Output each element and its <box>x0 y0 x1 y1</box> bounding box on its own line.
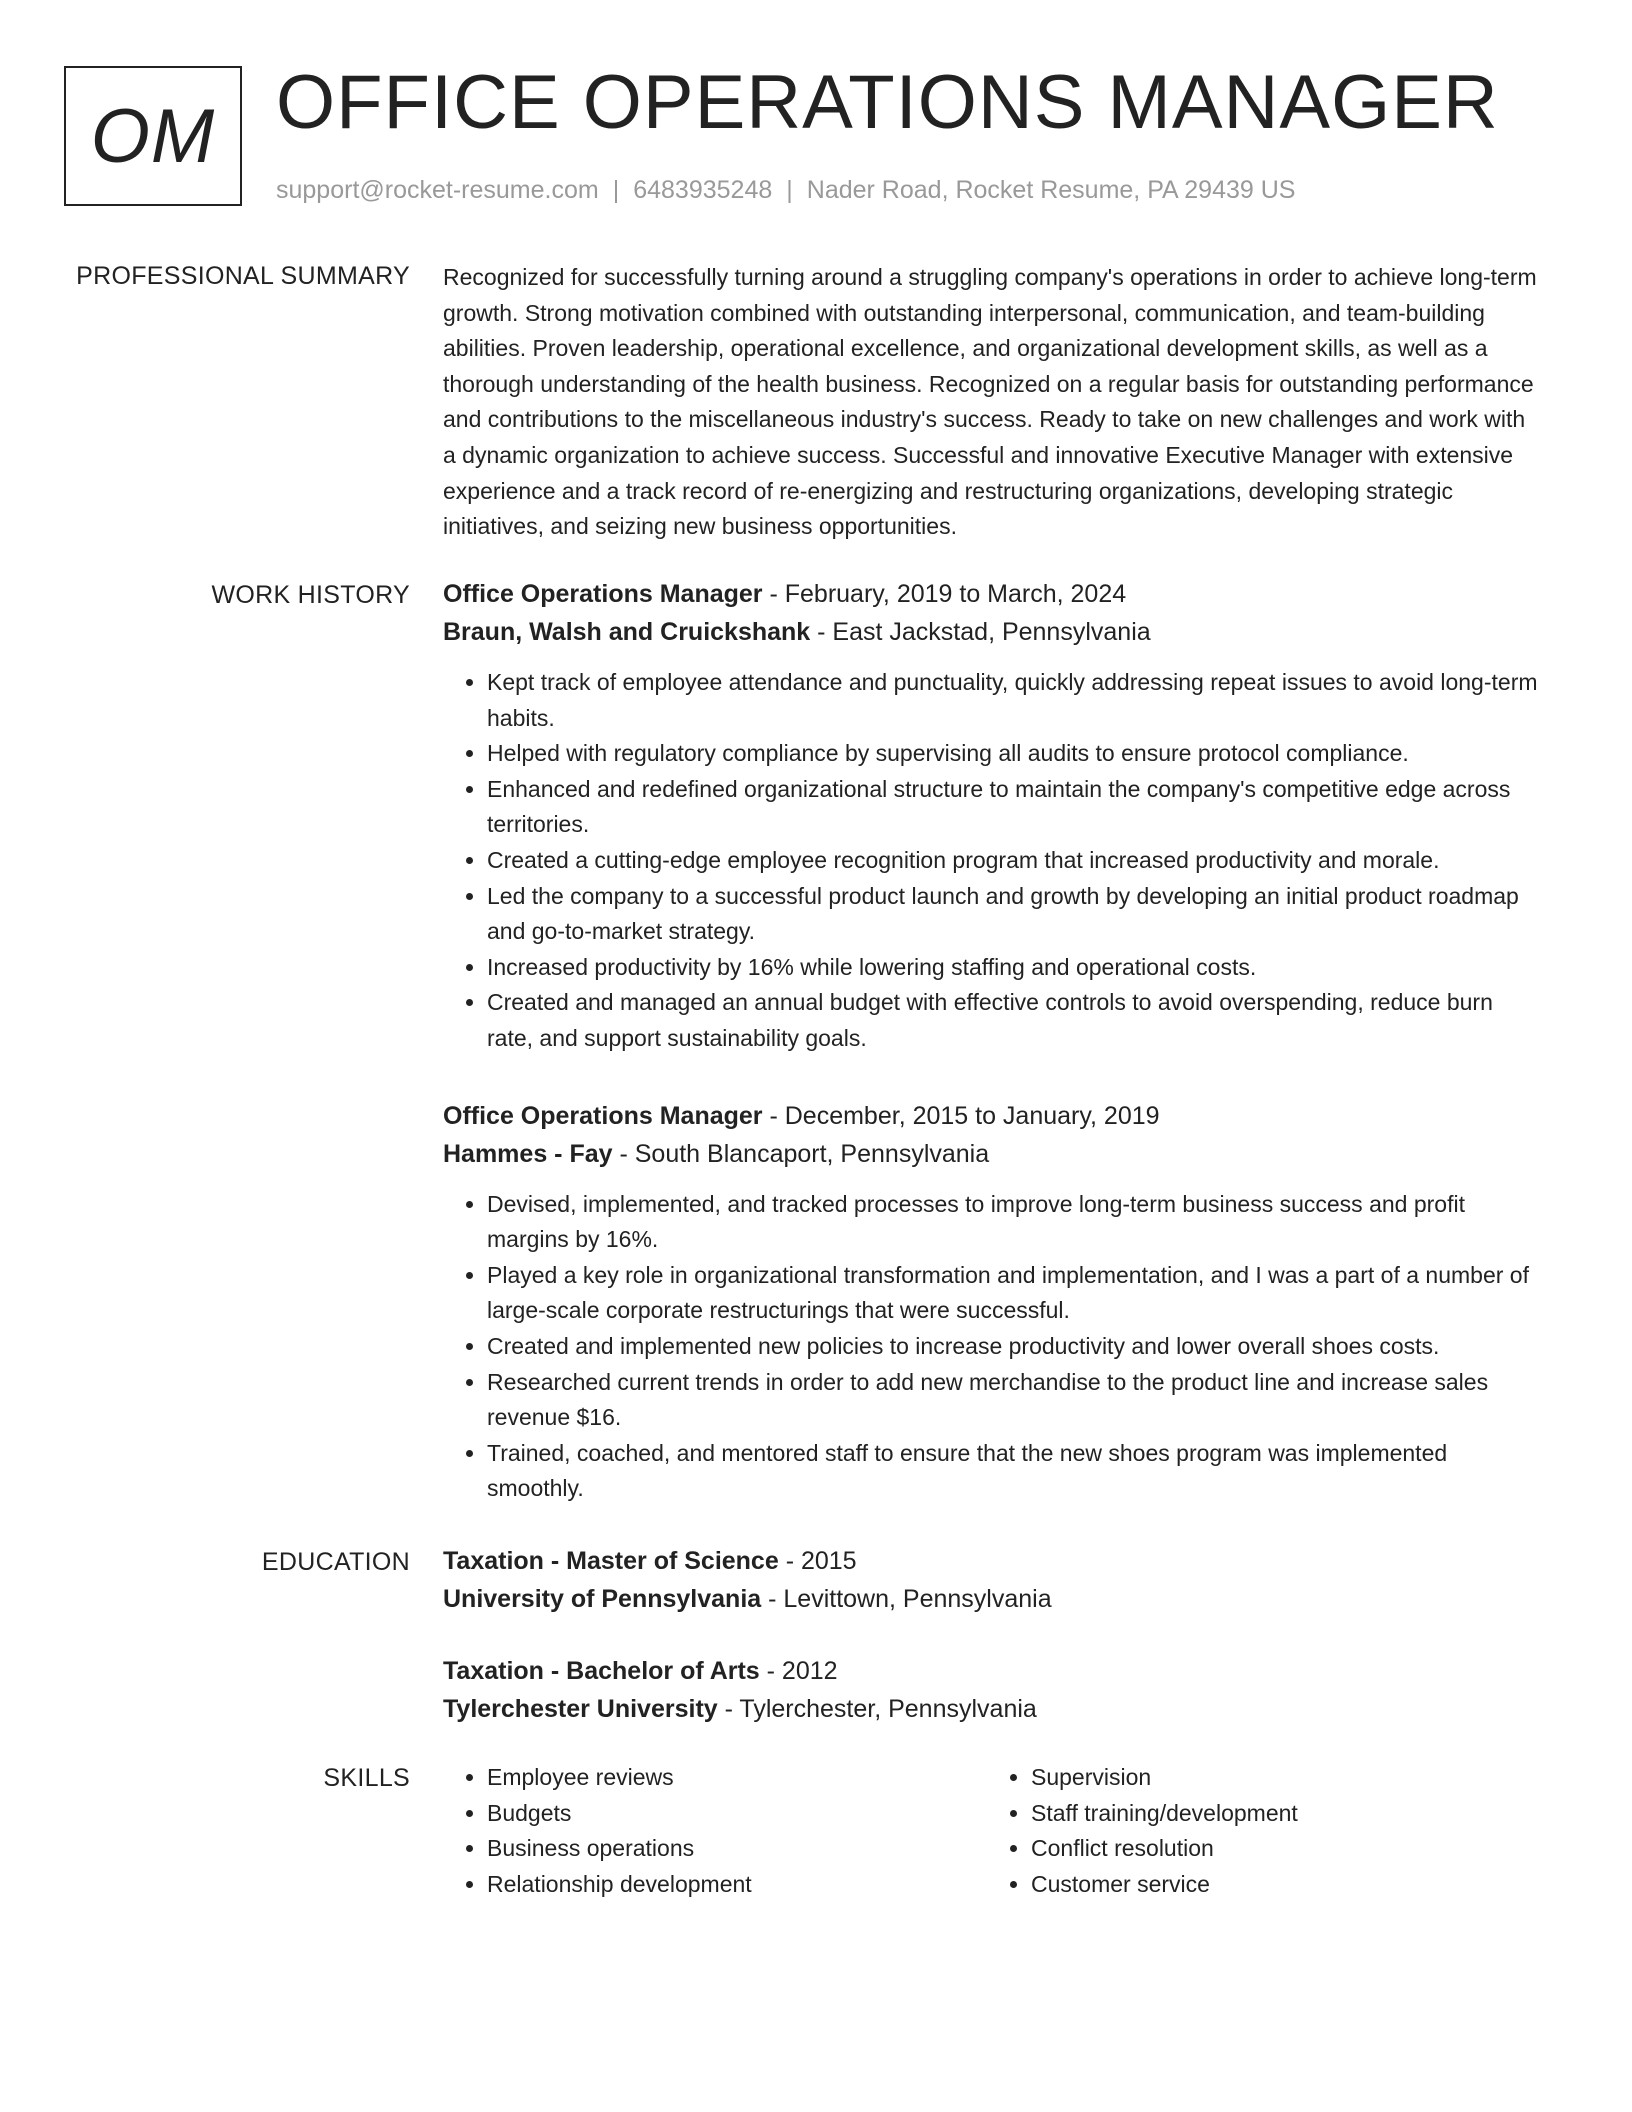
contact-separator: | <box>612 176 620 204</box>
job-bullet-list <box>443 665 1543 1057</box>
job-company: Hammes - Fay <box>443 1139 613 1168</box>
job-bullet: • Led the company to a successful product launch and growth by developing an initial product roadmap and go-to-market strategy. <box>487 879 1543 950</box>
job-bullet: • Devised, implemented, and tracked processes to improve long-term business success and profit margins by 16%. <box>487 1187 1543 1258</box>
job-bullet: • Trained, coached, and mentored staff to ensure that the new shoes program was implemented smoothly. <box>487 1436 1543 1507</box>
summary-text: Recognized for successfully turning around a struggling company's operations in order to achieve long-term growth. Strong motivation combined with outstanding interpersonal, communication, and team-building abilities. Proven leadership, operational excellence, and organizational development skills, as well as a thorough understanding of the health business. Recognized on a regular basis for outstanding performance and contributions to the miscellaneous industry's success. Ready to take on new challenges and work with a dynamic organization to achieve success. Successful and innovative Executive Manager with extensive experience and a track record of re-energizing and restructuring organizations, developing strategic initiatives, and seizing new business opportunities. <box>443 264 1537 540</box>
degree: Taxation - Bachelor of Arts <box>443 1657 760 1685</box>
school: University of Pennsylvania <box>443 1585 762 1613</box>
contact-phone: 6483935248 <box>633 176 773 204</box>
skills-heading: SKILLS <box>323 1764 410 1792</box>
monogram-box <box>64 66 242 206</box>
skills-columns <box>443 1760 1543 1902</box>
contact-email: support@rocket-resume.com <box>276 176 599 204</box>
job-bullet: • Increased productivity by 16% while lowering staffing and operational costs. <box>487 950 1543 986</box>
school-line <box>443 1580 1543 1618</box>
job-entry <box>443 575 1543 1057</box>
contact-line <box>276 172 1295 208</box>
job-bullet: • Played a key role in organizational transformation and implementation, and I was a part of a number of large-scale corporate restructurings that were successful. <box>487 1258 1543 1329</box>
skill-item: • Relationship development <box>487 1867 987 1903</box>
contact-address: Nader Road, Rocket Resume, PA 29439 US <box>806 176 1296 204</box>
job-title: Office Operations Manager <box>443 580 763 608</box>
job-bullet: • Kept track of employee attendance and punctuality, quickly addressing repeat issues to avoid long-term habits. <box>487 665 1543 736</box>
skills-list-left <box>443 1760 987 1902</box>
job-title-line <box>443 575 1543 613</box>
job-bullet: • Researched current trends in order to add new merchandise to the product line and increase sales revenue $16. <box>487 1365 1543 1436</box>
degree-line <box>443 1542 1543 1580</box>
school-location: - Levittown, Pennsylvania <box>761 1585 1052 1613</box>
skill-item: • Staff training/development <box>1031 1796 1531 1832</box>
contact-separator: | <box>786 176 793 204</box>
work-history-body <box>443 575 1543 1547</box>
job-bullet-list <box>443 1187 1543 1507</box>
job-location: - South Blancaport, Pennsylvania <box>612 1139 990 1168</box>
education-heading: EDUCATION <box>261 1548 410 1576</box>
skills-body <box>443 1760 1543 1902</box>
education-body <box>443 1542 1543 1762</box>
education-entry <box>443 1652 1543 1728</box>
skill-item: • Conflict resolution <box>1031 1831 1531 1867</box>
skills-list-right <box>987 1760 1531 1902</box>
job-bullet: • Helped with regulatory compliance by supervising all audits to ensure protocol compliance. <box>487 736 1543 772</box>
candidate-title: OFFICE OPERATIONS MANAGER <box>276 60 1499 145</box>
job-company-line <box>443 613 1543 651</box>
skill-item: • Employee reviews <box>487 1760 987 1796</box>
school-line <box>443 1690 1543 1728</box>
skill-item: • Budgets <box>487 1796 987 1832</box>
job-dates: - February, 2019 to March, 2024 <box>762 580 1127 608</box>
job-bullet: • Created and implemented new policies to increase productivity and lower overall shoes costs. <box>487 1329 1543 1365</box>
job-bullet: • Created a cutting-edge employee recognition program that increased productivity and morale. <box>487 843 1543 879</box>
skill-item: • Supervision <box>1031 1760 1531 1796</box>
summary-body <box>443 260 1543 545</box>
job-bullet: • Enhanced and redefined organizational structure to maintain the company's competitive edge across territories. <box>487 772 1543 843</box>
skill-item: • Customer service <box>1031 1867 1531 1903</box>
job-title: Office Operations Manager <box>443 1101 763 1130</box>
job-bullet: • Created and managed an annual budget with effective controls to avoid overspending, reduce burn rate, and support sustainability goals. <box>487 985 1543 1056</box>
job-title-line <box>443 1097 1543 1135</box>
degree-year: - 2012 <box>759 1657 838 1685</box>
job-entry <box>443 1097 1543 1507</box>
school-location: - Tylerchester, Pennsylvania <box>717 1695 1037 1723</box>
job-location: - East Jackstad, Pennsylvania <box>810 618 1151 646</box>
skill-item: • Business operations <box>487 1831 987 1867</box>
monogram-initials: OM <box>90 93 216 179</box>
job-company-line <box>443 1135 1543 1173</box>
school: Tylerchester University <box>443 1695 718 1723</box>
degree-year: - 2015 <box>778 1547 857 1575</box>
job-company: Braun, Walsh and Cruickshank <box>443 618 811 646</box>
degree-line <box>443 1652 1543 1690</box>
education-entry <box>443 1542 1543 1618</box>
summary-heading: PROFESSIONAL SUMMARY <box>76 262 410 290</box>
job-dates: - December, 2015 to January, 2019 <box>762 1101 1160 1130</box>
degree: Taxation - Master of Science <box>443 1547 779 1575</box>
work-history-heading: WORK HISTORY <box>211 581 410 609</box>
